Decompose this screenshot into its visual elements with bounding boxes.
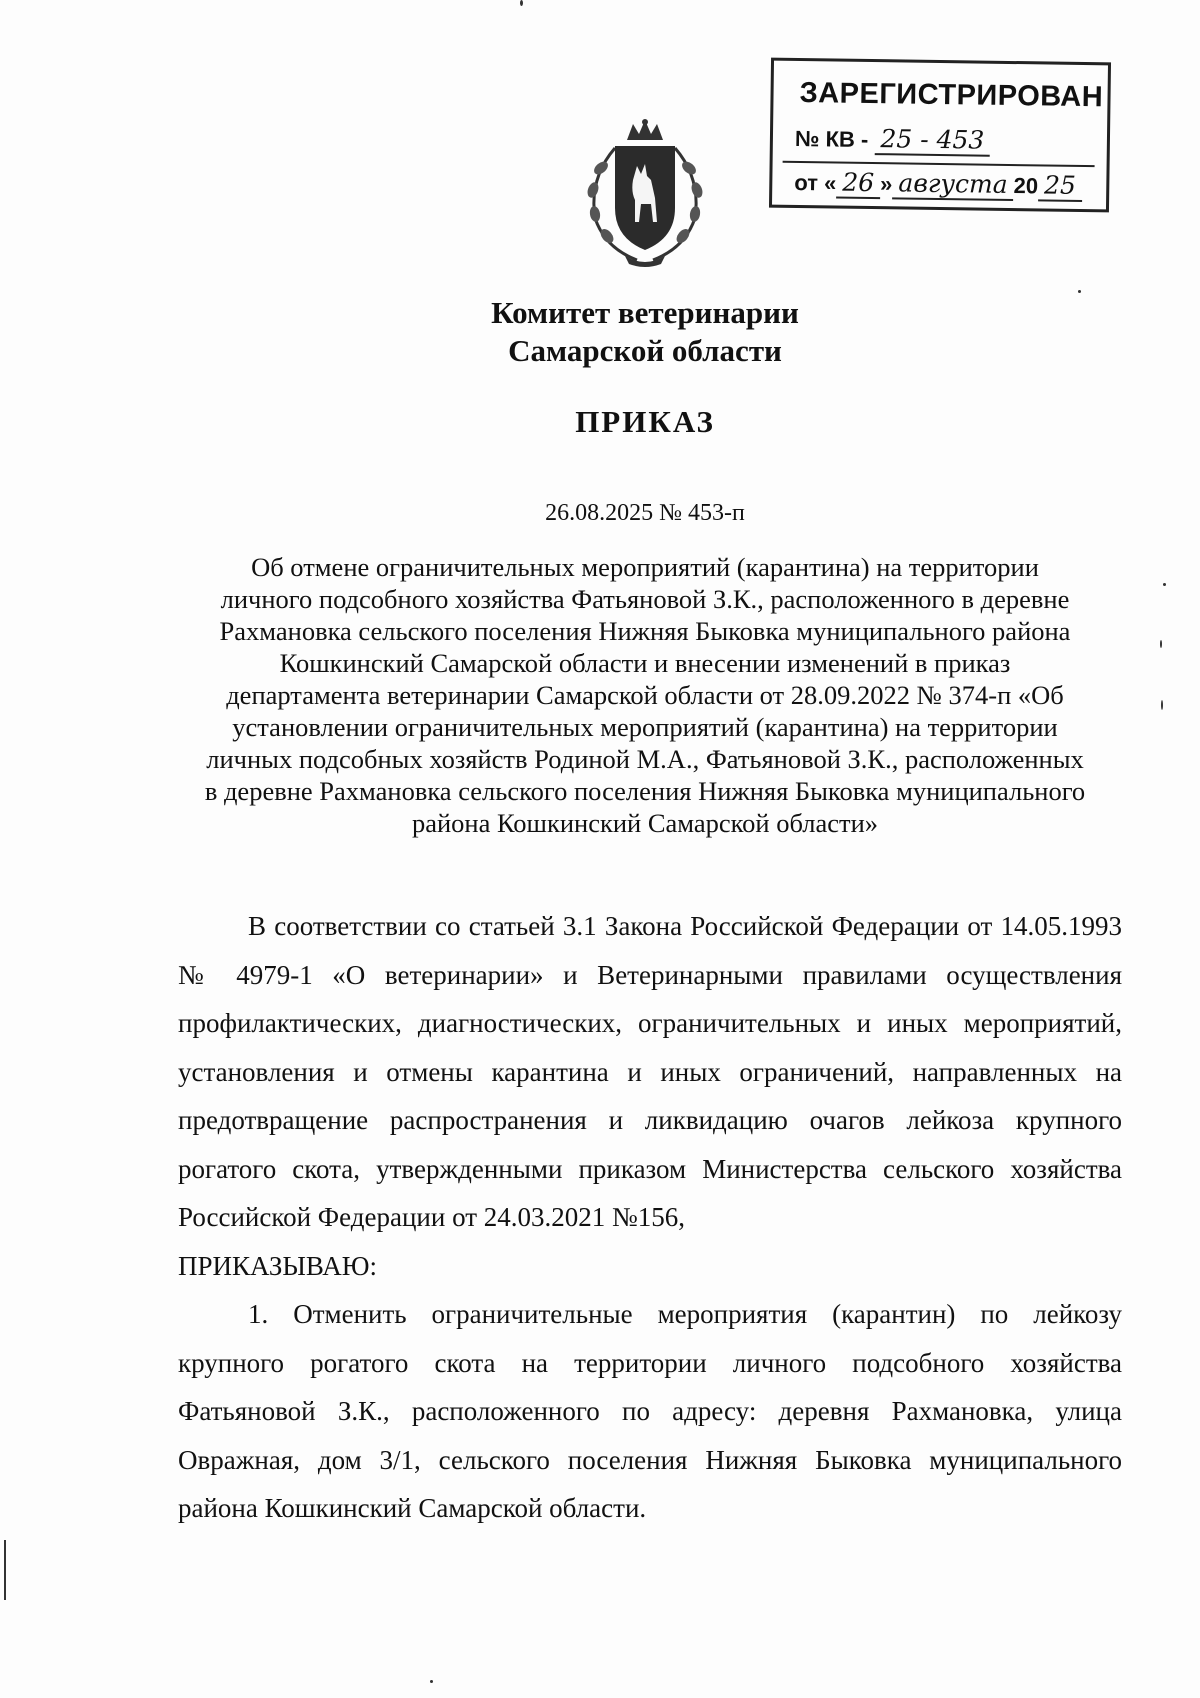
stamp-number-prefix: № КВ - xyxy=(794,125,869,152)
organization-name-line1: Комитет ветеринарии xyxy=(491,295,799,330)
subject-line: департамента ветеринарии Самарской области от 28.09.2022 № 374-п «Об xyxy=(226,680,1064,710)
organization-name-line2: Самарской области xyxy=(508,333,782,368)
order-item-1: 1. Отменить ограничительные мероприятия (карантин) по лейкозу крупного рогатого скота на территории личного подсобного хозяйства Фатьяновой З.К., расположенного по адресу: деревня Рахмановка, улица Овражная, дом 3/1, сельского поселения Нижняя Быковка муниципального района Кошкинский Самарской области. xyxy=(178,1299,1122,1523)
stamp-date-line: от « 26 » августа 20 25 xyxy=(794,167,1082,202)
stamp-date-day: 26 xyxy=(836,168,880,200)
samara-oblast-coat-of-arms-icon xyxy=(575,118,715,268)
order-word: ПРИКАЗЫВАЮ: xyxy=(178,1250,377,1281)
document-type: ПРИКАЗ xyxy=(575,404,715,439)
preamble-paragraph: В соответствии со статьей 3.1 Закона Российской Федерации от 14.05.1993 № 4979-1 «О ветеринарии» и Ветеринарными правилами осуществления профилактических, диагностических, ограничительных и иных мероприятий, установления и отмены карантина и иных ограничений, направленных на предотвращение распространения и ликвидацию очагов лейкоза крупного рогатого скота, утвержденными приказом Министерства сельского хозяйства Российской Федерации от 24.03.2021 №156, xyxy=(178,911,1122,1232)
organization-name xyxy=(0,294,1200,370)
scan-speck xyxy=(430,1680,433,1683)
subject-line: личного подсобного хозяйства Фатьяновой З.К., расположенного в деревне xyxy=(220,584,1070,614)
subject-line: Рахмановка сельского поселения Нижняя Быковка муниципального района xyxy=(219,616,1071,646)
subject-line: установлении ограничительных мероприятий (карантина) на территории xyxy=(232,712,1058,742)
stamp-title: ЗАРЕГИСТРИРОВАН xyxy=(799,77,1104,114)
subject-line: района Кошкинский Самарской области» xyxy=(411,808,879,838)
stamp-divider xyxy=(783,161,1095,167)
scan-speck xyxy=(1078,290,1081,293)
scan-speck xyxy=(1163,583,1166,586)
document-body xyxy=(178,902,1122,1533)
subject-line: личных подсобных хозяйств Родиной М.А., Фатьяновой З.К., расположенных xyxy=(206,744,1084,774)
stamp-number-handwritten: 25 - 453 xyxy=(874,124,990,157)
document-subject xyxy=(170,551,1120,839)
stamp-date-prefix: от « xyxy=(794,169,837,196)
subject-line: Об отмене ограничительных мероприятий (карантина) на территории xyxy=(251,552,1039,582)
subject-line: в деревне Рахмановка сельского поселения Нижняя Быковка муниципального xyxy=(204,776,1086,806)
scan-speck xyxy=(4,1540,6,1600)
stamp-year-value: 25 xyxy=(1038,170,1082,202)
subject-line: Кошкинский Самарской области и внесении изменений в приказ xyxy=(279,648,1011,678)
scan-speck xyxy=(520,0,523,6)
document-date-number: 26.08.2025 № 453-п xyxy=(545,500,745,526)
stamp-number-line xyxy=(795,123,991,157)
stamp-date-month: августа xyxy=(892,168,1014,201)
registration-stamp xyxy=(769,58,1111,213)
scan-speck xyxy=(1160,640,1162,648)
scan-speck xyxy=(1161,700,1163,710)
stamp-year-prefix: 20 xyxy=(1013,173,1039,199)
